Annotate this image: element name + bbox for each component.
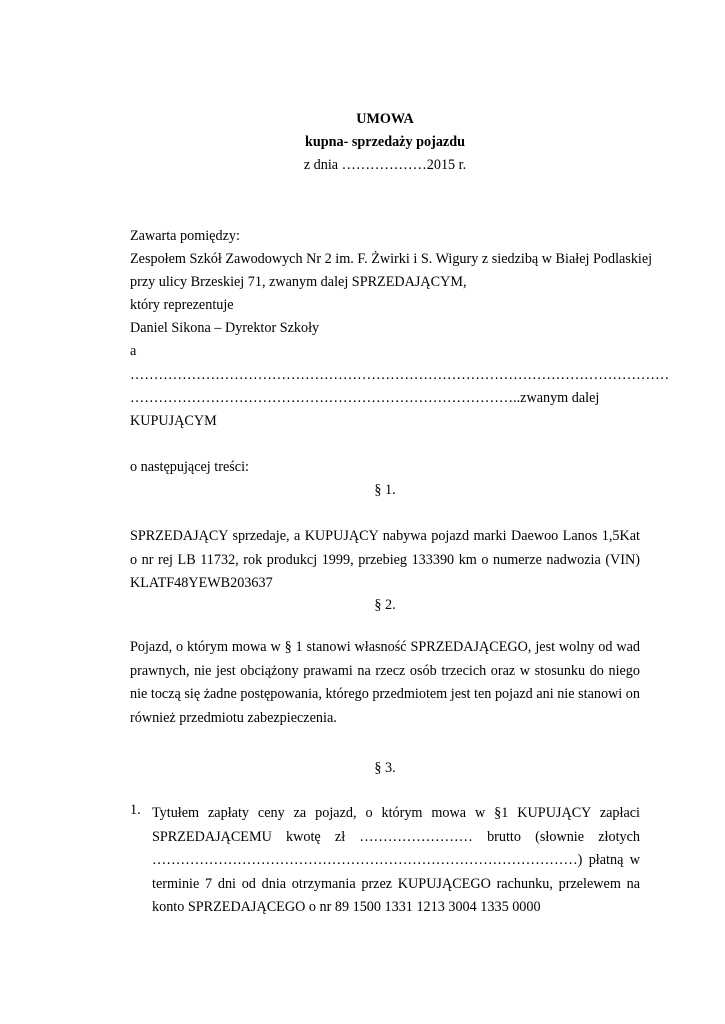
section-2-heading: § 2. xyxy=(374,597,396,613)
parties-intro: Zawarta pomiędzy: xyxy=(130,228,240,244)
document-date-line: z dnia ………………2015 r. xyxy=(303,157,467,173)
representative-name: Daniel Sikona – Dyrektor Szkoły xyxy=(130,320,320,336)
and-conjunction: a xyxy=(130,343,137,359)
section-3-heading: § 3. xyxy=(374,760,396,776)
buyer-dots-line-2: ………………………………………………………………………..zwanym dalej xyxy=(130,390,600,406)
buyer-dots-line-1: …………………………………………………………………………………………………… xyxy=(130,367,670,383)
section-1-heading: § 1. xyxy=(374,482,396,498)
section-3-item-1-text: Tytułem zapłaty ceny za pojazd, o którym mowa w §1 KUPUJĄCY zapłaci SPRZEDAJĄCEMU kwotę zł …………………… brutto (słownie złotych ………………………………………………………………………………) płatną w terminie 7 dni od dnia otrzymania przez KUPUJĄCEGO rachunku, przelewem na konto SPRZEDAJĄCEGO o nr 89 1500 1331 1213 3004 1335 0000 xyxy=(152,805,640,915)
section-3-item-1-number: 1. xyxy=(130,802,141,818)
content-intro: o następującej treści: xyxy=(130,459,249,475)
seller-line-1: Zespołem Szkół Zawodowych Nr 2 im. F. Żwirki i S. Wigury z siedzibą w Białej Podlaskiej xyxy=(130,251,653,267)
represented-by: który reprezentuje xyxy=(130,297,234,313)
document-title: UMOWA xyxy=(356,111,414,127)
document-subtitle: kupna- sprzedaży pojazdu xyxy=(304,134,466,150)
section-2-text: Pojazd, o którym mowa w § 1 stanowi własność SPRZEDAJĄCEGO, jest wolny od wad prawnych, nie jest obciążony prawami na rzecz osób trzecich oraz w stosunku do niego nie toczą się żadne postępowania, którego przedmiotem jest ten pojazd ani nie stanowi on również przedmiotu zabezpieczenia. xyxy=(130,639,640,726)
seller-line-2: przy ulicy Brzeskiej 71, zwanym dalej SPRZEDAJĄCYM, xyxy=(130,274,467,290)
section-1-text: SPRZEDAJĄCY sprzedaje, a KUPUJĄCY nabywa pojazd marki Daewoo Lanos 1,5Kat o nr rej LB 11732, rok produkcj 1999, przebieg 133390 km o numerze nadwozia (VIN) KLATF48YEWB203637 xyxy=(130,528,640,591)
buyer-label: KUPUJĄCYM xyxy=(130,413,217,429)
